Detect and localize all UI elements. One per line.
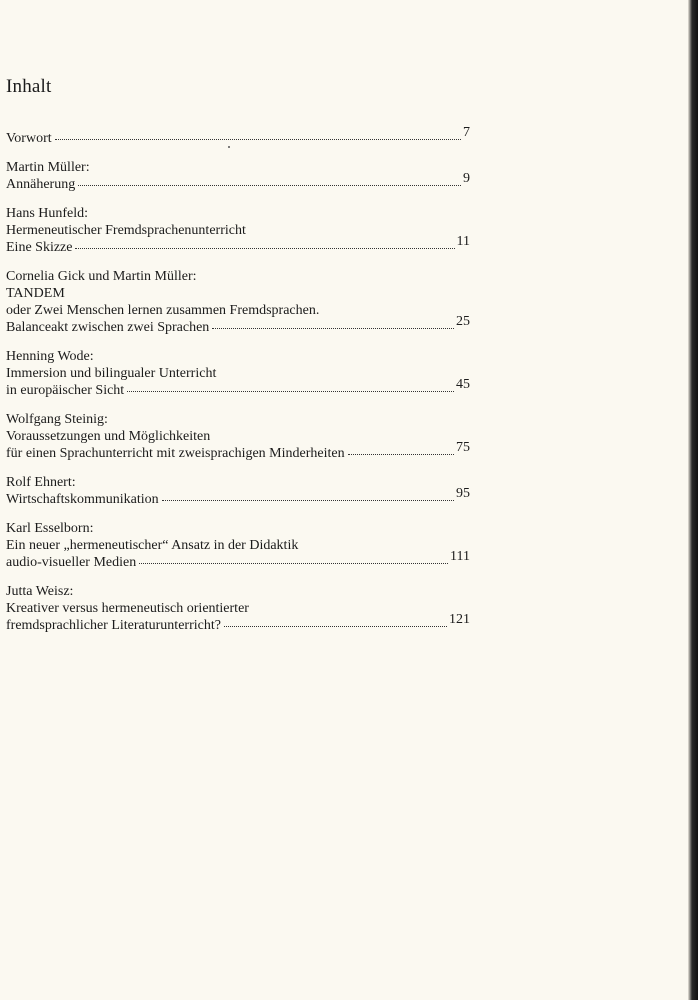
- toc-entry-title: in europäischer Sicht: [6, 383, 125, 398]
- toc-entries: [6, 125, 470, 634]
- toc-entry-title-line: [6, 377, 470, 399]
- dot-leader: [75, 247, 454, 249]
- toc-entry-line: Rolf Ehnert:: [6, 475, 76, 490]
- toc-entry: [6, 520, 470, 571]
- dot-leader: [224, 625, 447, 627]
- toc-entry-line: Karl Esselborn:: [6, 521, 94, 536]
- toc-page-number: 45: [456, 377, 470, 392]
- toc-entry-title: Annäherung: [6, 177, 76, 192]
- toc-entry-title-line: [6, 171, 470, 193]
- toc-entry-line: Wolfgang Steinig:: [6, 412, 108, 427]
- toc-entry-line: Ein neuer „hermeneutischer“ Ansatz in der Didaktik: [6, 538, 299, 553]
- toc-entry-title: audio-visueller Medien: [6, 555, 137, 570]
- toc-entry-line: Voraussetzungen und Möglichkeiten: [6, 429, 211, 444]
- toc-page-number: 95: [456, 486, 470, 501]
- dot-leader: [162, 499, 454, 501]
- toc-entry-title: fremdsprachlicher Literaturunterricht?: [6, 618, 221, 633]
- page-edge-shadow: [688, 0, 698, 1000]
- toc-entry-title-line: [6, 612, 470, 634]
- toc-page-number: 25: [456, 314, 470, 329]
- toc-entry-line: Kreativer versus hermeneutisch orientierter: [6, 601, 249, 616]
- toc-entry-title: Wirtschaftskommunikation: [6, 492, 159, 507]
- toc-entry-line: Martin Müller:: [6, 160, 90, 175]
- dot-leader: [78, 184, 461, 186]
- toc-page-number: 7: [463, 125, 470, 140]
- toc-entry: [6, 268, 470, 336]
- toc-entry: [6, 205, 470, 256]
- toc-page-number: 9: [463, 171, 470, 186]
- toc-entry-title-line: [6, 549, 470, 571]
- toc-page-number: 121: [449, 612, 470, 627]
- toc-entry-title-line: [6, 486, 470, 508]
- toc-entry: [6, 125, 470, 147]
- toc-entry: [6, 411, 470, 462]
- dot-leader: [212, 327, 454, 329]
- dot-leader: [55, 138, 461, 140]
- toc-entry-line: Immersion und bilingualer Unterricht: [6, 366, 217, 381]
- toc-page-number: 75: [456, 440, 470, 455]
- toc-entry: [6, 583, 470, 634]
- dot-leader: [139, 562, 448, 564]
- toc-entry-title: Eine Skizze: [6, 240, 73, 255]
- toc-entry: [6, 348, 470, 399]
- toc-entry-line: Jutta Weisz:: [6, 584, 74, 599]
- toc-entry: [6, 474, 470, 508]
- toc-page-number: 11: [456, 234, 470, 249]
- toc-entry-title-line: [6, 440, 470, 462]
- toc-entry-line: TANDEM: [6, 286, 65, 301]
- toc-entry-title: Vorwort: [6, 131, 52, 146]
- toc-entry-title-line: [6, 125, 470, 147]
- toc-entry-title-line: [6, 314, 470, 336]
- toc-entry-title-line: [6, 234, 470, 256]
- toc-title: Inhalt: [6, 76, 52, 97]
- toc-entry-line: Cornelia Gick und Martin Müller:: [6, 269, 197, 284]
- toc-entry-title: für einen Sprachunterricht mit zweisprachigen Minderheiten: [6, 446, 345, 461]
- toc-page-number: 111: [450, 549, 470, 564]
- toc-entry-line: Henning Wode:: [6, 349, 94, 364]
- toc-entry-line: Hermeneutischer Fremdsprachenunterricht: [6, 223, 246, 238]
- toc-entry-title: Balanceakt zwischen zwei Sprachen: [6, 320, 210, 335]
- dot-leader: [348, 453, 454, 455]
- table-of-contents: [6, 76, 470, 646]
- toc-entry: [6, 159, 470, 193]
- toc-entry-line: Hans Hunfeld:: [6, 206, 89, 221]
- dot-leader: [127, 390, 454, 392]
- toc-entry-line: oder Zwei Menschen lernen zusammen Fremdsprachen.: [6, 303, 320, 318]
